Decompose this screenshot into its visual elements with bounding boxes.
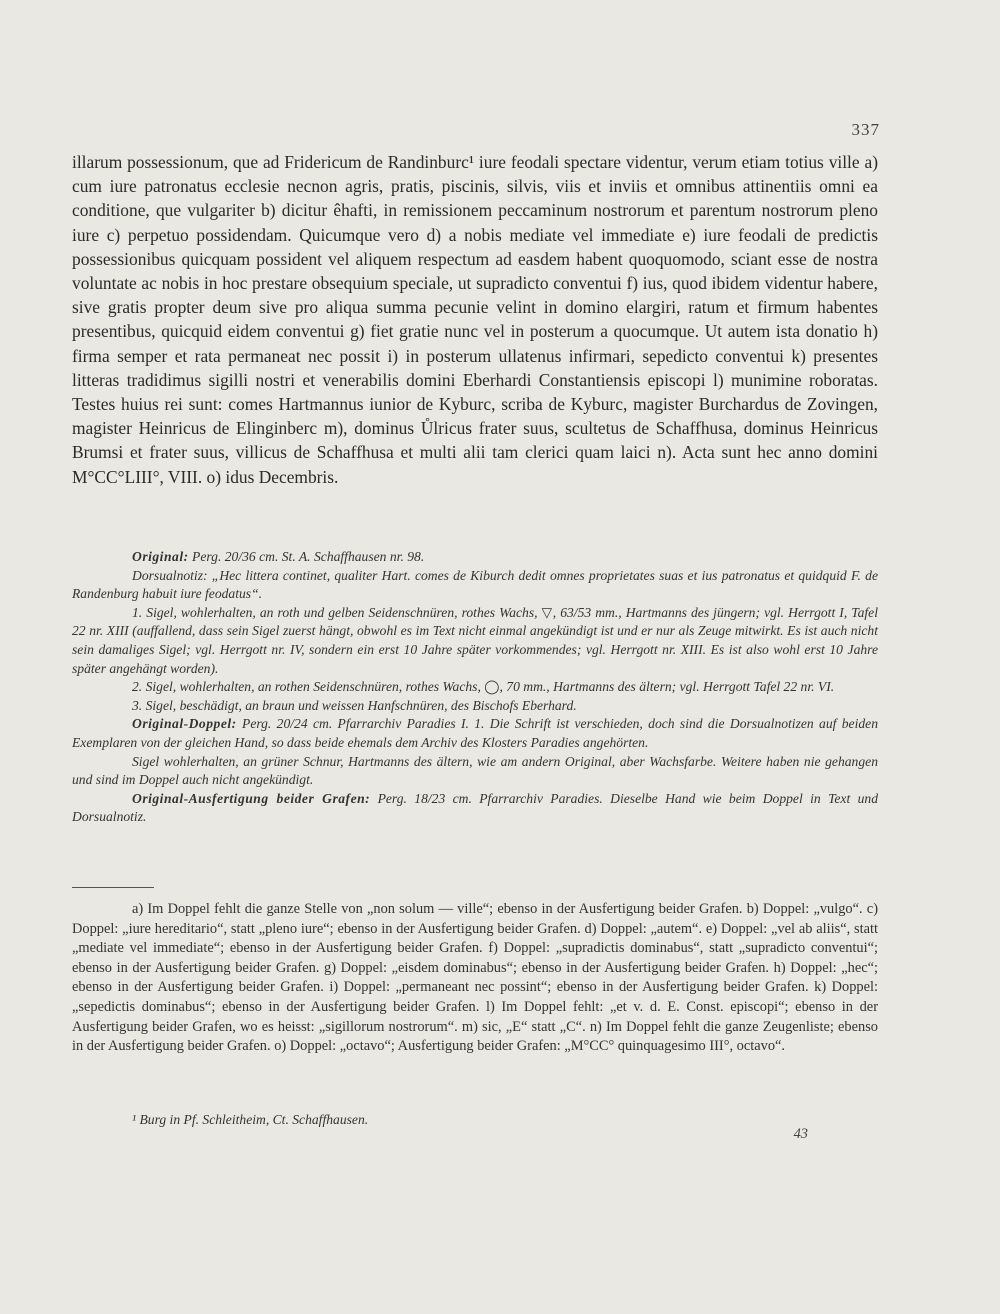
footnote: ¹ Burg in Pf. Schleitheim, Ct. Schaffhausen. — [132, 1112, 369, 1127]
textual-variants: a) Im Doppel fehlt die ganze Stelle von „non solum — ville“; ebenso in der Ausfertigung beider Grafen. b) Doppel: „vulgo“. c) Doppel: „iure hereditario“, statt „pleno iure“; ebenso in der Ausfertigung beider Grafen. d) Doppel: „autem“. e) Doppel: „vel ab aliis“, statt „mediate vel immediate“; ebenso in der Ausfertigung beider Grafen. f) Doppel: „supradictis dominabus“, statt „supradicto conventui“; ebenso in der Ausfertigung beider Grafen. g) Doppel: „eisdem dominabus“; ebenso in der Ausfertigung beider Grafen. h) Doppel: „hec“; ebenso in der Ausfertigung beider Grafen. i) Doppel: „permaneant nec possint“; ebenso in der Ausfertigung beider Grafen. k) Doppel: „sepedictis dominabus“; ebenso in der Ausfertigung beider Grafen. l) Im Doppel fehlt: „et v. d. E. Const. episcopi“; ebenso in der Ausfertigung beider Grafen, wo es heisst: „sigillorum nostrorum“. m) sic, „E“ statt „C“. n) Im Doppel fehlt die ganze Zeugenliste; ebenso in der Ausfertigung beider Grafen. o) Doppel: „octavo“; Ausfertigung beider Grafen: „M°CC° quinquagesimo III°, octavo“. — [72, 901, 878, 1055]
page-number: 337 — [851, 120, 880, 139]
ausfertigung-text: Perg. 18/23 cm. Pfarrarchiv Paradies. Dieselbe Hand wie beim Doppel in Text und Dorsualnotiz. — [72, 790, 878, 825]
footnote-divider — [72, 887, 154, 888]
sheet-signature: 43 — [793, 1126, 808, 1142]
seal-note-1: 1. Sigel, wohlerhalten, an roth und gelben Seidenschnüren, rothes Wachs, ▽, 63/53 mm., Hartmanns des jüngern; vgl. Herrgott I, Tafel 22 nr. XIII (auffallend, dass sein Sigel zuerst hängt, obwohl es im Text nicht einmal angekündigt ist und er nur als Zeuge mitwirkt. Es ist auch nicht sein damaliges Sigel; vgl. Herrgott nr. IV, sondern ein erst 10 Jahre später vorkommendes; vgl. Herrgott nr. XIII. Es ist also wohl erst 10 Jahre später angehängt worden). — [72, 604, 878, 676]
archival-notes — [72, 548, 878, 827]
dorsual-note: Dorsualnotiz: „Hec littera continet, qualiter Hart. comes de Kiburch dedit omnes proprietates suas et ius patronatus et quidquid F. de Randenburg habuit iure feodatus“. — [72, 567, 878, 602]
doppel-seal-note: Sigel wohlerhalten, an grüner Schnur, Hartmanns des ältern, wie am andern Original, aber Wachsfarbe. Weitere haben nie gehangen und sind im Doppel auch nicht angekündigt. — [72, 753, 878, 788]
doppel-text: Perg. 20/24 cm. Pfarrarchiv Paradies I. 1. Die Schrift ist verschieden, doch sind die Dorsualnotizen auf beiden Exemplaren von der gleichen Hand, so dass beide ehemals dem Archiv des Klosters Paradies angehörten. — [72, 716, 878, 750]
original-note — [72, 548, 878, 567]
charter-text: illarum possessionum, que ad Fridericum de Randinburc¹ iure feodali spectare videntur, verum etiam totius ville a) cum iure patronatus ecclesie necnon agris, pratis, piscinis, silvis, viis et inviis et omnibus attinentiis omni ea conditione, que vulgariter b) dicitur êhafti, in remissionem peccaminum nostrorum et parentum nostrorum pleno iure c) perpetuo possidendam. Quicumque vero d) a nobis mediate vel immediate e) iure feodali de predictis possessionibus quicquam possident vel aliquem respectum ad easdem habent quoquomodo, sciant esse de nostra voluntate ac nobis in hoc prestare obsequium speciale, ut supradicto conventui f) ius, quod ibidem videntur habere, sive gratis propter deum sive pro aliqua summa pecunie velint in domino elargiri, ratum et firmum habentes presentibus, quicquid eidem conventui g) fiet gratie nunc vel in posterum a quocumque. Ut autem ista donatio h) firma semper et rata permaneat nec possit i) in posterum ullatenus infirmari, sepedicto conventui k) presentes litteras tradidimus sigilli nostri et venerabilis domini Eberhardi Constantiensis episcopi l) munimine roboratas. Testes huius rei sunt: comes Hartmannus iunior de Kyburc, scriba de Kyburc, magister Burchardus de Zovingen, magister Heinricus de Elinginberc m), dominus Ůlricus frater suus, scultetus de Schaffhusa, dominus Heinricus Brumsi et frater suus, villicus de Schaffhusa et multi alii tam clerici quam laici n). Acta sunt hec anno domini M°CC°LIII°, VIII. o) idus Decembris. — [72, 152, 878, 487]
seal-note-2: 2. Sigel, wohlerhalten, an rothen Seidenschnüren, rothes Wachs, ◯, 70 mm., Hartmanns des ältern; vgl. Herrgott Tafel 22 nr. VI. — [132, 679, 835, 695]
doppel-note — [72, 715, 878, 752]
doppel-label: Original-Doppel: — [132, 716, 237, 732]
original-label: Original: — [132, 549, 189, 564]
original-text: Perg. 20/36 cm. St. A. Schaffhausen nr. 98. — [192, 549, 425, 564]
seal-note-3: 3. Sigel, beschädigt, an braun und weissen Hanfschnüren, des Bischofs Eberhard. — [132, 697, 577, 713]
ausfertigung-note — [72, 790, 878, 827]
ausfertigung-label: Original-Ausfertigung beider Grafen: — [132, 790, 371, 806]
